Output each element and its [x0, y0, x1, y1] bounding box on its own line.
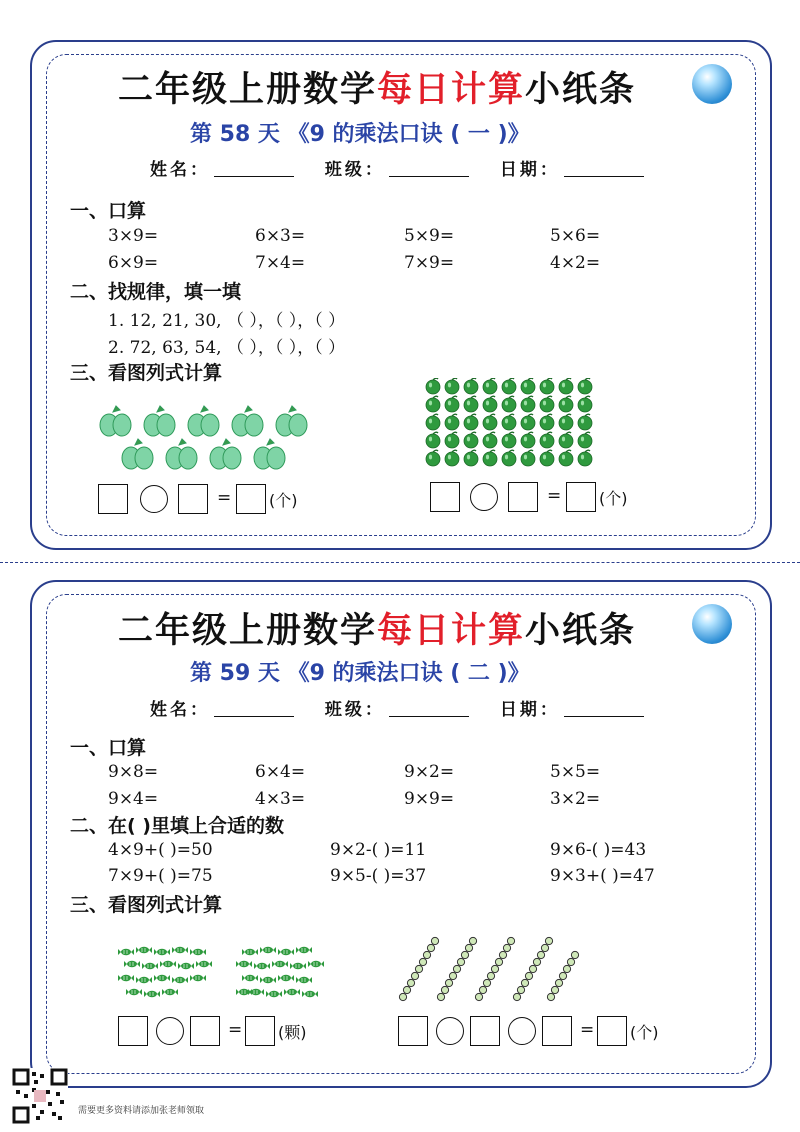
oral-item: 5×5=	[550, 762, 601, 782]
apple-grid	[426, 378, 592, 466]
candies-picture	[115, 942, 325, 1007]
oral-item: 7×9=	[404, 253, 455, 273]
answer-box[interactable]	[118, 1016, 148, 1046]
candy-group-right	[236, 947, 324, 997]
bead-string	[547, 951, 578, 1000]
bead-string	[475, 937, 514, 1000]
oral-item: 9×2=	[404, 762, 455, 782]
answer-box[interactable]	[245, 1016, 275, 1046]
oral-item: 6×3=	[255, 226, 306, 246]
equals-sign: =	[547, 486, 562, 506]
cut-line	[0, 562, 800, 563]
name-field[interactable]	[214, 716, 294, 717]
bead-string	[513, 937, 552, 1000]
equals-sign: =	[217, 488, 232, 508]
card2-section-fill: 二、在( )里填上合适的数	[70, 815, 284, 837]
fill-item: 4×9+( )=50	[108, 840, 213, 860]
pear-icon	[100, 406, 131, 436]
pear-icon	[276, 406, 307, 436]
oral-item: 3×9=	[108, 226, 159, 246]
answer-box[interactable]	[566, 482, 596, 512]
operator-circle[interactable]	[156, 1017, 184, 1045]
operator-circle[interactable]	[470, 483, 498, 511]
class-field[interactable]	[389, 716, 469, 717]
oral-item: 9×4=	[108, 789, 159, 809]
oral-item: 7×4=	[255, 253, 306, 273]
unit-label: (个)	[630, 1023, 659, 1042]
unit-label: (个)	[599, 489, 628, 508]
date-label: 日期：	[499, 700, 560, 720]
footer-note: 需要更多资料请添加张老师领取	[78, 1106, 205, 1116]
card2-info-row	[150, 695, 644, 720]
answer-box[interactable]	[430, 482, 460, 512]
oral-item: 6×9=	[108, 253, 159, 273]
date-field[interactable]	[564, 716, 644, 717]
class-label: 班级：	[324, 160, 385, 180]
oral-item: 5×6=	[550, 226, 601, 246]
pears-picture	[95, 400, 325, 475]
operator-circle[interactable]	[140, 485, 168, 513]
name-field[interactable]	[214, 176, 294, 177]
title-highlight: 每日计算	[377, 70, 526, 110]
blue-ball-icon	[692, 64, 732, 104]
pattern-item: 2. 72, 63, 54, （ ），（ ），（ ）	[108, 338, 346, 358]
answer-box[interactable]	[470, 1016, 500, 1046]
title-part: 二年级上册数学	[118, 70, 378, 110]
answer-box[interactable]	[542, 1016, 572, 1046]
operator-circle[interactable]	[436, 1017, 464, 1045]
card2-section-picture: 三、看图列式计算	[70, 894, 223, 916]
equals-sign: =	[228, 1020, 243, 1040]
card2-section-oral: 一、口算	[70, 737, 147, 759]
date-field[interactable]	[564, 176, 644, 177]
answer-box[interactable]	[236, 484, 266, 514]
card2-title	[118, 603, 636, 653]
pattern-item: 1. 12, 21, 30, （ ），（ ），（ ）	[108, 311, 346, 331]
answer-box[interactable]	[398, 1016, 428, 1046]
answer-box[interactable]	[190, 1016, 220, 1046]
unit-label: (颗)	[278, 1023, 307, 1042]
blue-ball-icon	[692, 604, 732, 644]
operator-circle[interactable]	[508, 1017, 536, 1045]
answer-box[interactable]	[98, 484, 128, 514]
bead-string	[399, 937, 438, 1000]
title-highlight: 每日计算	[377, 611, 526, 651]
title-part: 小纸条	[525, 611, 637, 651]
card1-section-picture: 三、看图列式计算	[70, 362, 223, 384]
fill-item: 9×2-( )=11	[330, 840, 427, 860]
name-label: 姓名：	[150, 700, 210, 720]
bead-strings-picture	[395, 935, 595, 1010]
class-label: 班级：	[324, 700, 385, 720]
fill-item: 9×6-( )=43	[550, 840, 647, 860]
fill-item: 9×3+( )=47	[550, 866, 655, 886]
card2-subtitle: 第 59 天 《9 的乘法口诀 ( 二 )》	[190, 661, 530, 686]
answer-box[interactable]	[508, 482, 538, 512]
candy-group-left	[118, 947, 212, 997]
card1-subtitle: 第 58 天 《9 的乘法口诀 ( 一 )》	[190, 122, 530, 147]
pear-icon	[188, 406, 219, 436]
fill-item: 9×5-( )=37	[330, 866, 427, 886]
name-label: 姓名：	[150, 160, 210, 180]
unit-label: (个)	[269, 491, 298, 510]
pear-icon	[144, 406, 175, 436]
pear-icon	[232, 406, 263, 436]
fill-item: 7×9+( )=75	[108, 866, 213, 886]
pear-icon	[166, 439, 197, 469]
qr-code-icon	[12, 1068, 68, 1124]
apples-picture	[425, 378, 605, 470]
equals-sign: =	[580, 1020, 595, 1040]
pear-icon	[122, 439, 153, 469]
card1-title	[118, 62, 636, 112]
oral-item: 5×9=	[404, 226, 455, 246]
card1-section-oral: 一、口算	[70, 200, 147, 222]
answer-box[interactable]	[178, 484, 208, 514]
answer-box[interactable]	[597, 1016, 627, 1046]
bead-string	[437, 937, 476, 1000]
title-part: 小纸条	[525, 70, 637, 110]
oral-item: 9×8=	[108, 762, 159, 782]
oral-item: 9×9=	[404, 789, 455, 809]
oral-item: 3×2=	[550, 789, 601, 809]
pear-icon	[254, 439, 285, 469]
card1-info-row	[150, 155, 644, 180]
class-field[interactable]	[389, 176, 469, 177]
oral-item: 4×2=	[550, 253, 601, 273]
oral-item: 6×4=	[255, 762, 306, 782]
title-part: 二年级上册数学	[118, 611, 378, 651]
oral-item: 4×3=	[255, 789, 306, 809]
date-label: 日期：	[499, 160, 560, 180]
card1-section-pattern: 二、找规律，填一填	[70, 281, 242, 303]
pear-icon	[210, 439, 241, 469]
